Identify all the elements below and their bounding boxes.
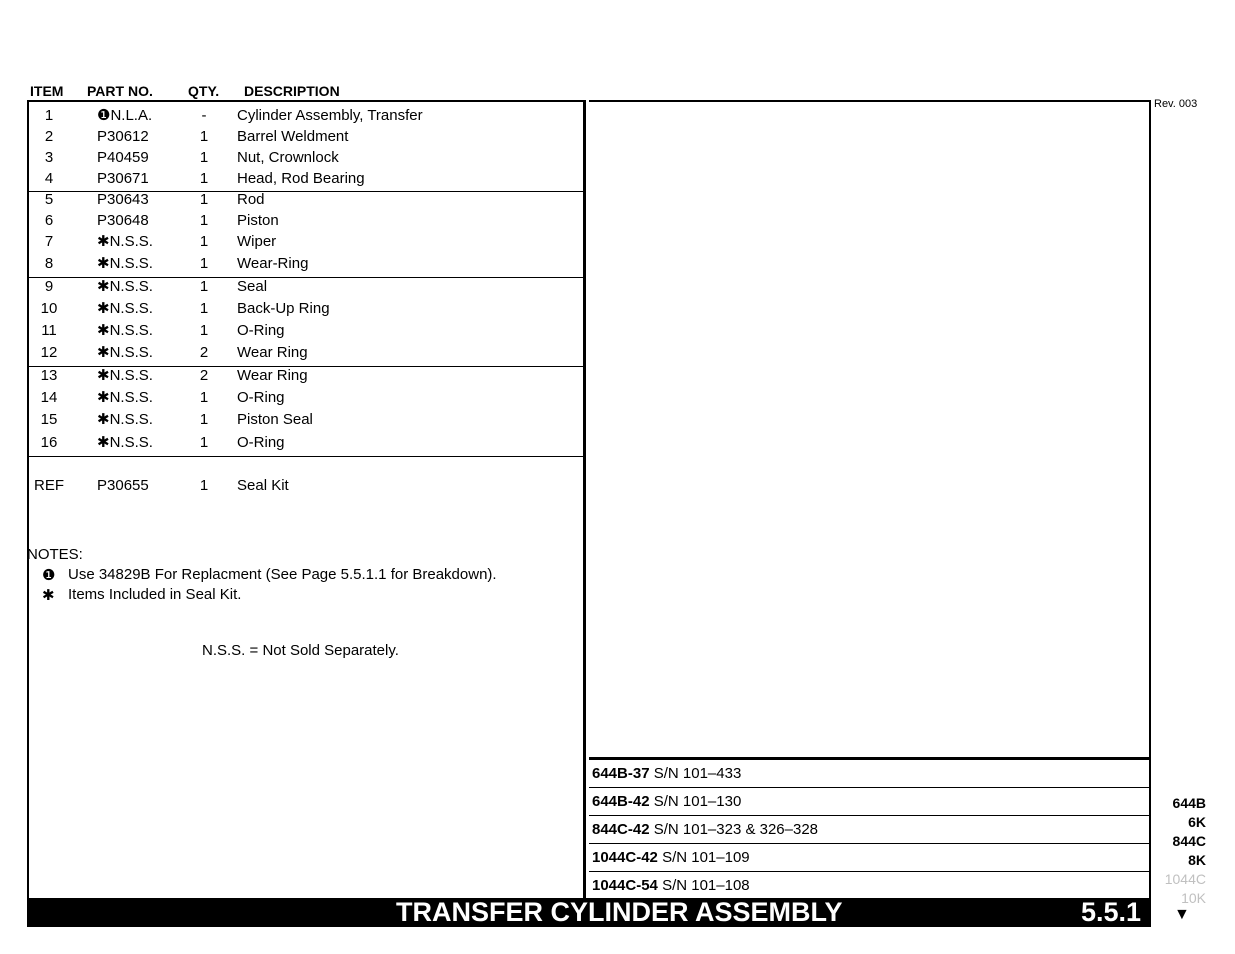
quantity: 1 — [199, 477, 209, 494]
quantity: 2 — [199, 367, 209, 384]
description: O-Ring — [237, 389, 285, 406]
part-number: P30648 — [97, 212, 149, 229]
down-arrow-icon[interactable]: ▼ — [1174, 906, 1190, 923]
model-serial-list — [589, 757, 1149, 901]
table-row — [29, 253, 583, 274]
table-row — [29, 320, 583, 341]
part-number: P30655 — [97, 477, 149, 494]
part-number: ✱N.S.S. — [97, 367, 153, 384]
quantity: 1 — [199, 191, 209, 208]
part-number: ✱N.S.S. — [97, 344, 153, 361]
model-name: 644B-37 — [592, 765, 650, 782]
description: Head, Rod Bearing — [237, 170, 365, 187]
note-2-text: Items Included in Seal Kit. — [68, 586, 242, 603]
description: Back-Up Ring — [237, 300, 330, 317]
quantity: 1 — [199, 128, 209, 145]
table-row — [29, 409, 583, 430]
serial-range: S/N 101–108 — [662, 877, 750, 894]
item-number: 15 — [40, 411, 58, 428]
side-model-844c: 844C — [1172, 833, 1206, 849]
table-row — [29, 276, 583, 297]
item-number: 12 — [40, 344, 58, 361]
model-name: 1044C-54 — [592, 877, 658, 894]
quantity: 1 — [199, 389, 209, 406]
serial-range: S/N 101–323 & 326–328 — [653, 821, 819, 838]
table-row — [29, 387, 583, 408]
part-number: ✱N.S.S. — [97, 255, 153, 272]
description: Nut, Crownlock — [237, 149, 339, 166]
item-number: 6 — [44, 212, 54, 229]
note-1-symbol: ❶ — [42, 567, 56, 584]
description: Seal — [237, 278, 268, 295]
side-model-644b: 644B — [1172, 795, 1206, 811]
illustration-area — [589, 102, 1149, 757]
item-number: 16 — [40, 434, 58, 451]
note-1-text: Use 34829B For Replacment (See Page 5.5.1.1 for Breakdown). — [68, 566, 497, 583]
section-number: 5.5.1 — [1080, 897, 1141, 927]
table-row — [29, 342, 583, 363]
item-number: 4 — [44, 170, 54, 187]
model-name: 1044C-42 — [592, 849, 658, 866]
description: Barrel Weldment — [237, 128, 349, 145]
item-number: 5 — [44, 191, 54, 208]
side-model-6k: 6K — [1188, 814, 1206, 830]
part-number: ✱N.S.S. — [97, 434, 153, 451]
part-number: ✱N.S.S. — [97, 411, 153, 428]
part-number: P30671 — [97, 170, 149, 187]
item-number: REF — [34, 477, 64, 494]
header-qty: QTY. — [188, 83, 220, 99]
serial-range: S/N 101–433 — [653, 765, 742, 782]
nss-definition: N.S.S. = Not Sold Separately. — [202, 642, 399, 659]
quantity: 2 — [199, 344, 209, 361]
quantity: - — [201, 107, 207, 124]
header-item: ITEM — [30, 83, 64, 99]
item-number: 1 — [44, 107, 54, 124]
part-number: ✱N.S.S. — [97, 278, 153, 295]
illustration-panel — [589, 100, 1151, 898]
quantity: 1 — [199, 233, 209, 250]
part-number: ❶N.L.A. — [97, 107, 153, 124]
header-part-no: PART NO. — [87, 83, 153, 99]
item-number: 10 — [40, 300, 58, 317]
description: Piston — [237, 212, 279, 229]
model-name: 844C-42 — [592, 821, 650, 838]
page-title: TRANSFER CYLINDER ASSEMBLY — [396, 897, 843, 927]
description: O-Ring — [237, 322, 285, 339]
table-row — [29, 231, 583, 252]
model-row — [589, 816, 1149, 844]
description: O-Ring — [237, 434, 285, 451]
description: Piston Seal — [237, 411, 313, 428]
side-model-8k: 8K — [1188, 852, 1206, 868]
model-row — [589, 760, 1149, 788]
part-number: ✱N.S.S. — [97, 389, 153, 406]
row-group-divider — [29, 456, 583, 457]
item-number: 14 — [40, 389, 58, 406]
quantity: 1 — [199, 411, 209, 428]
model-row — [589, 788, 1149, 816]
note-2-symbol: ✱ — [42, 587, 55, 604]
description: Wear Ring — [237, 367, 308, 384]
quantity: 1 — [199, 300, 209, 317]
header-description: DESCRIPTION — [244, 83, 340, 99]
revision-label: Rev. 003 — [1154, 98, 1198, 110]
quantity: 1 — [199, 322, 209, 339]
item-number: 7 — [44, 233, 54, 250]
description: Wear Ring — [237, 344, 308, 361]
serial-range: S/N 101–130 — [653, 793, 742, 810]
model-row — [589, 844, 1149, 872]
part-number: ✱N.S.S. — [97, 233, 153, 250]
side-model-1044c: 1044C — [1164, 871, 1206, 887]
table-row — [29, 475, 583, 496]
quantity: 1 — [199, 170, 209, 187]
part-number: P40459 — [97, 149, 149, 166]
table-row — [29, 432, 583, 453]
title-bar — [27, 898, 1151, 927]
quantity: 1 — [199, 255, 209, 272]
part-number: ✱N.S.S. — [97, 322, 153, 339]
table-row — [29, 168, 583, 189]
serial-range: S/N 101–109 — [662, 849, 750, 866]
table-row — [29, 298, 583, 319]
item-number: 13 — [40, 367, 58, 384]
item-number: 2 — [44, 128, 54, 145]
description: Wear-Ring — [237, 255, 309, 272]
item-number: 9 — [44, 278, 54, 295]
table-row — [29, 365, 583, 386]
description: Rod — [237, 191, 265, 208]
table-row — [29, 105, 583, 126]
description: Wiper — [237, 233, 277, 250]
item-number: 8 — [44, 255, 54, 272]
quantity: 1 — [199, 434, 209, 451]
quantity: 1 — [199, 212, 209, 229]
side-model-10k: 10K — [1181, 890, 1206, 906]
parts-list — [27, 100, 586, 898]
item-number: 11 — [41, 322, 57, 339]
description: Cylinder Assembly, Transfer — [237, 107, 423, 124]
table-row — [29, 210, 583, 231]
notes-label: NOTES: — [27, 546, 83, 563]
table-row — [29, 189, 583, 210]
item-number: 3 — [44, 149, 54, 166]
model-row — [589, 872, 1149, 900]
part-number: P30643 — [97, 191, 149, 208]
quantity: 1 — [199, 149, 209, 166]
part-number: ✱N.S.S. — [97, 300, 153, 317]
quantity: 1 — [199, 278, 209, 295]
model-name: 644B-42 — [592, 793, 650, 810]
table-row — [29, 126, 583, 147]
description: Seal Kit — [237, 477, 289, 494]
part-number: P30612 — [97, 128, 149, 145]
table-row — [29, 147, 583, 168]
